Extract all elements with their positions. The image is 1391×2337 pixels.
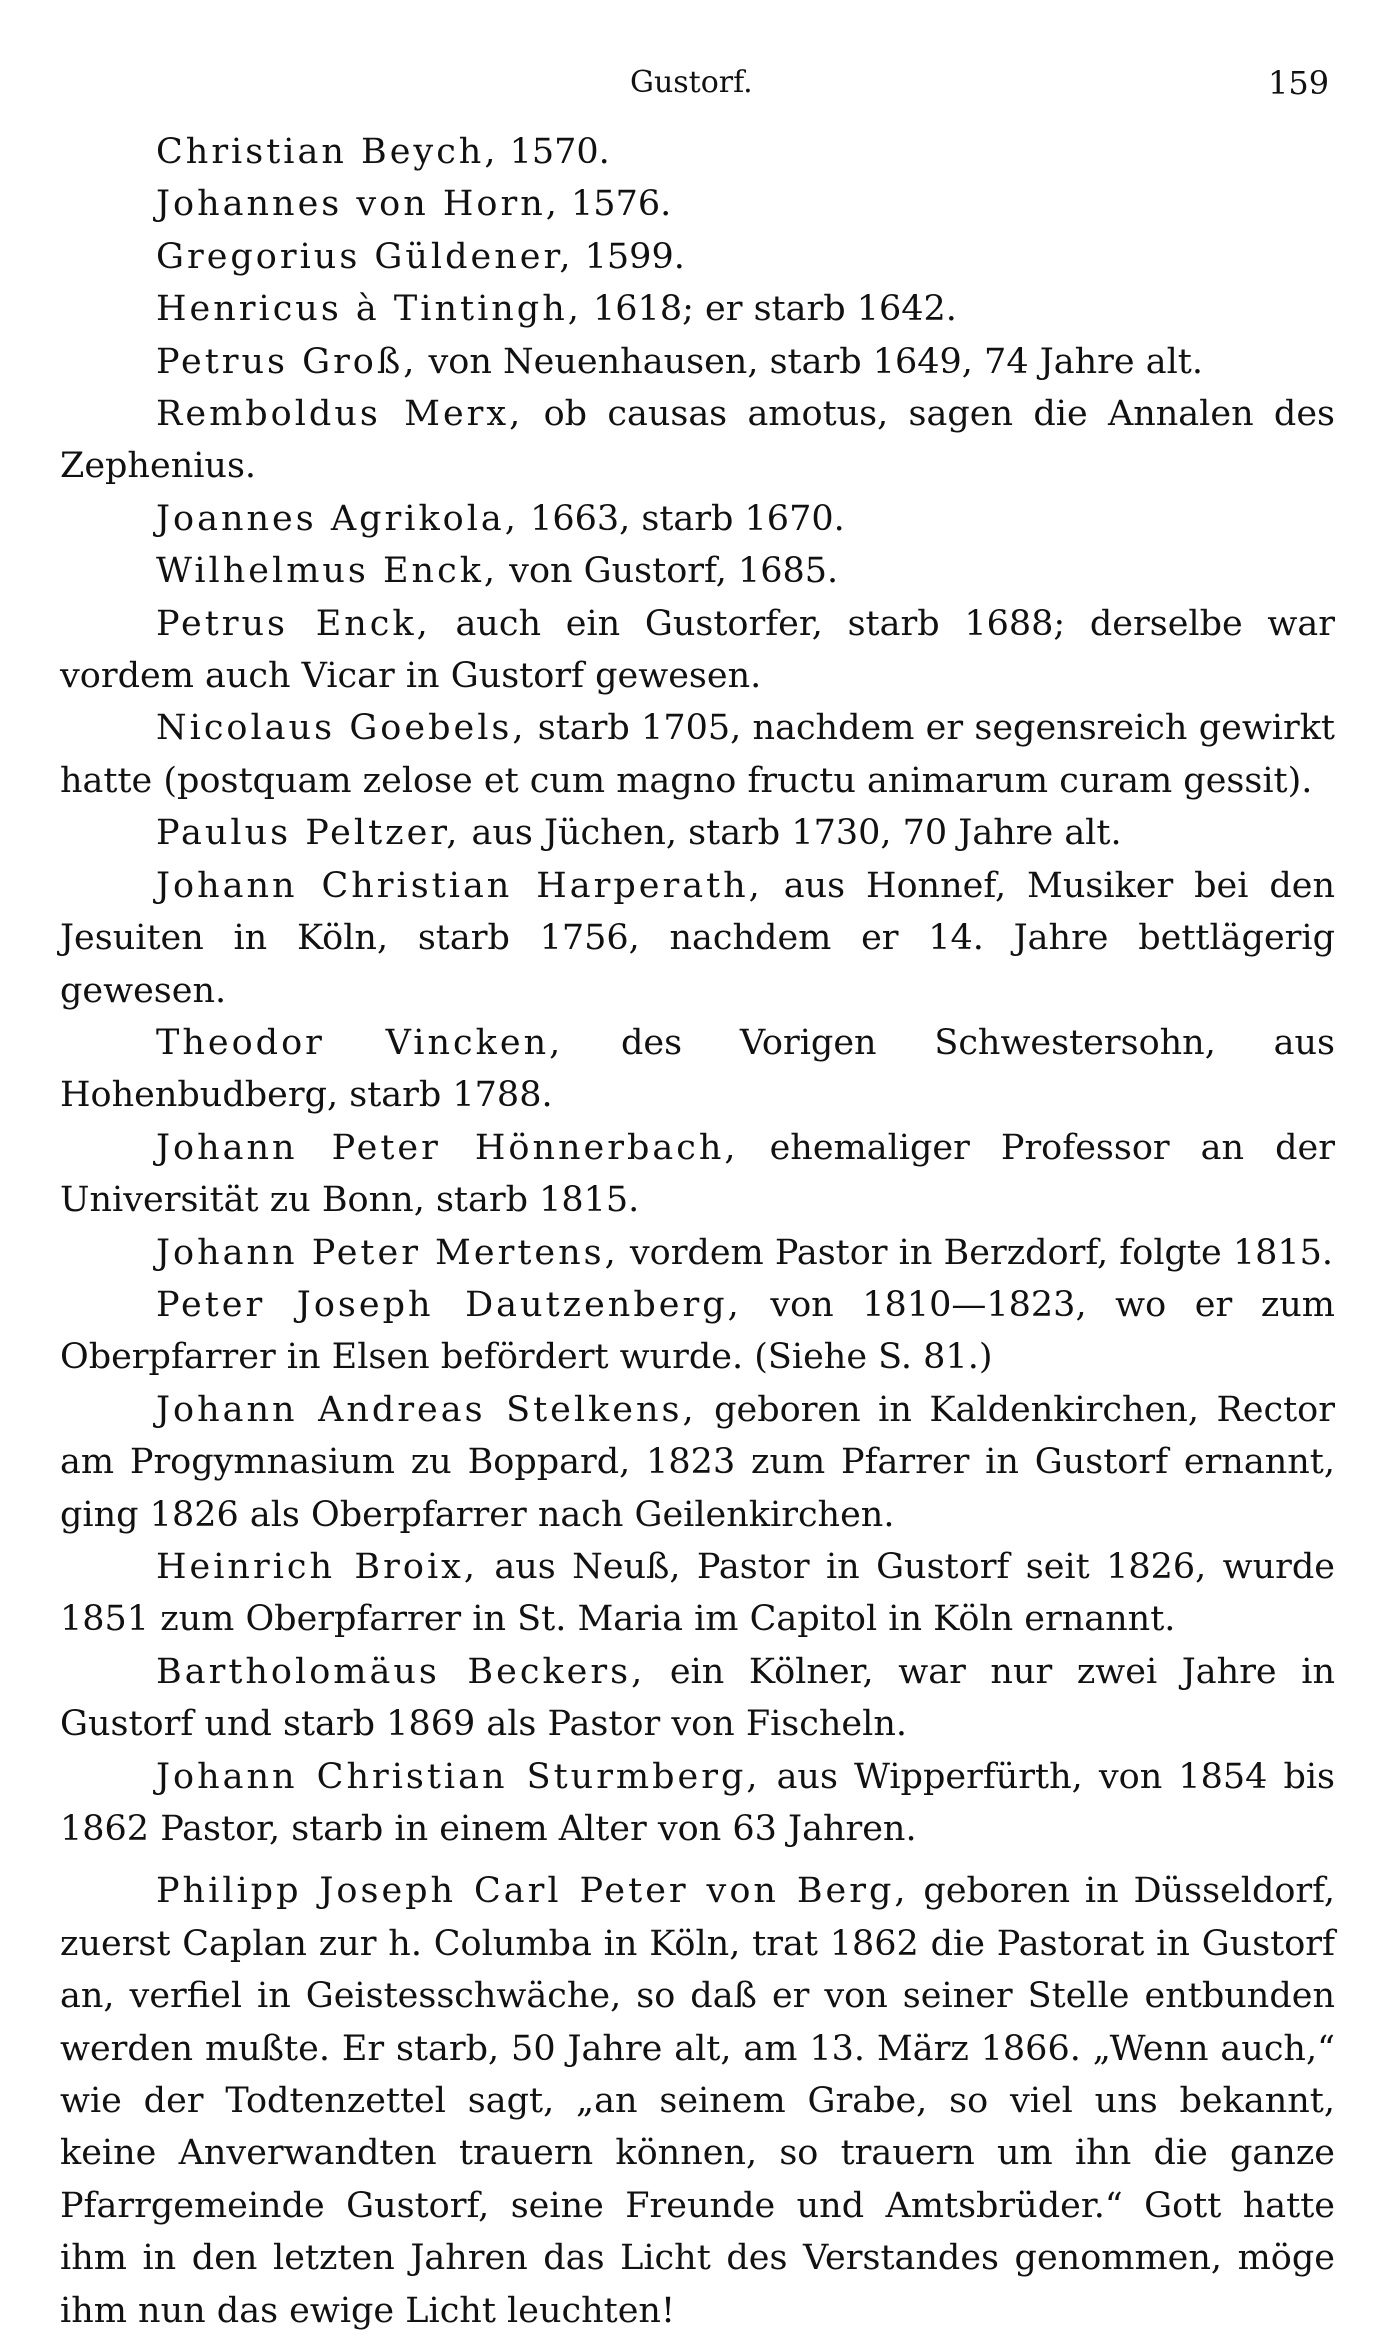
pastor-details: von Gustorf, 1685. xyxy=(498,551,839,592)
pastor-entry xyxy=(60,702,1335,807)
pastor-name: Johann Christian Sturmberg, xyxy=(156,1756,761,1797)
pastor-entry xyxy=(60,336,1335,388)
pastor-name: Johann Peter Mertens, xyxy=(156,1232,619,1273)
pastor-details: ob causas amotus, sagen die Annalen des Zephenius. xyxy=(60,394,1335,487)
pastor-details: 1570. xyxy=(498,132,610,172)
pastor-entry xyxy=(60,807,1335,859)
pastor-details: 1576. xyxy=(559,184,672,225)
pastor-details: 1663, starb 1670. xyxy=(518,498,845,539)
pastor-entry xyxy=(60,493,1335,545)
pastor-details: ehemaliger Professor an der Universität zu Bonn, starb 1815. xyxy=(60,1127,1335,1221)
pastor-details: vordem Pastor in Berzdorf, folgte 1815. xyxy=(618,1232,1334,1273)
pastor-details: aus Honnef, Musiker bei den Jesuiten in Köln, starb 1756, nachdem er 14. Jahre bettlägerig gewesen. xyxy=(60,865,1335,1011)
pastor-name: Christian Beych, xyxy=(156,132,499,172)
pastor-name: Petrus Enck, xyxy=(156,603,431,644)
pastor-name: Remboldus Merx, xyxy=(156,394,524,435)
pastor-name: Petrus Groß, xyxy=(156,341,418,382)
pastor-name: Joannes Agrikola, xyxy=(156,498,519,539)
pastor-details: aus Neuß, Pastor in Gustorf seit 1826, wurde 1851 zum Oberpfarrer in St. Maria im Capitol in Köln ernannt. xyxy=(60,1546,1336,1640)
pastor-entry xyxy=(60,126,1335,178)
pastor-name: Johann Peter Hönnerbach, xyxy=(156,1127,739,1168)
pastor-entry xyxy=(60,1541,1335,1646)
pastor-entry xyxy=(60,860,1335,1017)
pastor-entry xyxy=(60,231,1335,283)
running-head: Gustorf. xyxy=(630,65,753,100)
pastor-entry xyxy=(60,283,1335,335)
pastor-details: 1599. xyxy=(573,236,685,277)
pastor-name: Heinrich Broix, xyxy=(156,1546,479,1587)
pastor-entry xyxy=(60,1646,1335,1751)
page-header xyxy=(0,58,1391,108)
pastor-name: Henricus à Tintingh, xyxy=(156,289,582,330)
pastor-details: 1618; er starb 1642. xyxy=(581,289,957,330)
pastor-entry xyxy=(60,1122,1335,1227)
pastor-name: Paulus Peltzer, xyxy=(156,813,461,854)
pastor-details: geboren in Kaldenkirchen, Rector am Progymnasium zu Boppard, 1823 zum Pfarrer in Gustorf ernannt, ging 1826 als Oberpfarrer nach Geilenkirchen. xyxy=(60,1389,1335,1535)
pastor-details: aus Wipperfürth, von 1854 bis 1862 Pastor, starb in einem Alter von 63 Jahren. xyxy=(60,1756,1336,1849)
pastor-name: Nicolaus Goebels, xyxy=(156,708,527,749)
pastor-entry xyxy=(60,1017,1335,1122)
pastor-details: auch ein Gustorfer, starb 1688; derselbe war vordem auch Vicar in Gustorf gewesen. xyxy=(60,603,1335,697)
pastor-details: geboren in Düsseldorf, zuerst Caplan zur h. Columba in Köln, trat 1862 die Pastorat in Gustorf an, verfiel in Geistesschwäche, so daß er von seiner Stelle entbunden werden mußte. Er starb, 50 Jahre alt, am 13. März 1866. „Wenn auch,“ wie der Todtenzettel sagt, „an seinem Grabe, so viel uns bekannt, keine Anverwandten trauern können, so trauern um ihn die ganze Pfarrgemeinde Gustorf, seine Freunde und Amtsbrüder.“ Gott hatte ihm in den letzten Jahren das Licht des Verstandes genommen, möge ihm nun das ewige Licht leuchten! xyxy=(60,1871,1335,2331)
pastor-details: starb 1705, nachdem er segensreich gewirkt hatte (postquam zelose et cum magno fructu animarum curam gessit). xyxy=(60,708,1336,801)
pastor-entry xyxy=(60,1751,1335,1856)
pastor-entry xyxy=(60,598,1335,703)
pastor-details: ein Kölner, war nur zwei Jahre in Gustorf und starb 1869 als Pastor von Fischeln. xyxy=(60,1651,1335,1745)
pastor-name: Wilhelmus Enck, xyxy=(156,551,499,592)
pastor-entry xyxy=(60,1227,1335,1279)
pastor-entry xyxy=(60,178,1335,230)
pastor-entry xyxy=(60,1384,1335,1541)
pastor-name: Philipp Joseph Carl Peter von Berg, xyxy=(156,1871,909,1912)
pastor-name: Johannes von Horn, xyxy=(156,184,560,225)
pastor-entry xyxy=(60,545,1335,597)
pastor-name: Gregorius Güldener, xyxy=(156,236,574,277)
pastor-details: aus Jüchen, starb 1730, 70 Jahre alt. xyxy=(460,813,1122,854)
pastor-details: des Vorigen Schwestersohn, aus Hohenbudberg, starb 1788. xyxy=(60,1022,1335,1116)
pastor-name: Johann Christian Harperath, xyxy=(156,865,763,906)
pastor-details: von 1810—1823, wo er zum Oberpfarrer in Elsen befördert wurde. (Siehe S. 81.) xyxy=(60,1284,1335,1378)
pastor-entry xyxy=(60,388,1335,493)
pastor-entry xyxy=(60,1865,1335,2337)
pastor-name: Johann Andreas Stelkens, xyxy=(156,1389,697,1430)
pastor-name: Bartholomäus Beckers, xyxy=(156,1651,646,1692)
pastor-list xyxy=(60,126,1335,2337)
pastor-name: Peter Joseph Dautzenberg, xyxy=(156,1284,742,1325)
pastor-entry xyxy=(60,1279,1335,1384)
pastor-details: von Neuenhausen, starb 1649, 74 Jahre alt. xyxy=(417,341,1203,382)
pastor-name: Theodor Vincken, xyxy=(156,1022,564,1063)
page-number: 159 xyxy=(1268,64,1330,102)
